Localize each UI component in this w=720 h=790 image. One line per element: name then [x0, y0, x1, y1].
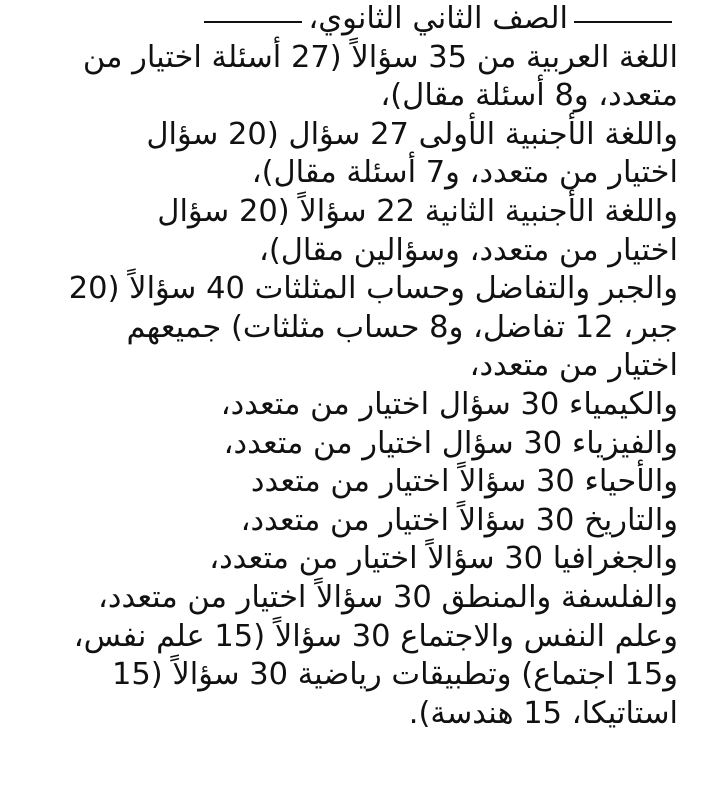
grade-heading-text: الصف الثاني الثانوي، — [308, 1, 568, 36]
text-line-7: والجبر والتفاضل وحساب المثلثات 40 سؤالاً (20 — [68, 271, 678, 307]
text-line-18: استاتيكا، 15 هندسة). — [408, 695, 678, 731]
text-line-6: اختيار من متعدد، وسؤالين مقال)، — [259, 232, 678, 268]
text-line-13: والتاريخ 30 سؤالاً اختيار من متعدد، — [240, 502, 678, 538]
text-line-9: اختيار من متعدد، — [469, 348, 678, 384]
heading-rule-right — [574, 21, 672, 23]
text-line-10: والكيمياء 30 سؤال اختيار من متعدد، — [220, 386, 678, 422]
text-line-4: اختيار من متعدد، و7 أسئلة مقال)، — [251, 155, 678, 191]
text-line-15: والفلسفة والمنطق 30 سؤالاً اختيار من متعدد، — [98, 579, 678, 615]
text-line-1: اللغة العربية من 35 سؤالاً (27 أسئلة اختيار من — [82, 39, 678, 75]
text-line-2: متعدد، و8 أسئلة مقال)، — [380, 78, 678, 114]
grade-heading — [38, 0, 678, 39]
text-line-3: واللغة الأجنبية الأولى 27 سؤال (20 سؤال — [146, 116, 678, 152]
article-text — [38, 0, 678, 733]
text-line-12: والأحياء 30 سؤالاً اختيار من متعدد — [250, 464, 678, 500]
text-line-17: و15 اجتماع) وتطبيقات رياضية 30 سؤالاً (15 — [111, 657, 678, 693]
heading-rule-left — [204, 21, 302, 23]
text-line-11: والفيزياء 30 سؤال اختيار من متعدد، — [223, 425, 678, 461]
text-line-8: جبر، 12 تفاضل، و8 حساب مثلثات) جميعهم — [126, 309, 678, 345]
text-line-5: واللغة الأجنبية الثانية 22 سؤالاً (20 سؤال — [157, 193, 678, 229]
text-line-16: وعلم النفس والاجتماع 30 سؤالاً (15 علم نفس، — [73, 618, 678, 654]
text-line-14: والجغرافيا 30 سؤالاً اختيار من متعدد، — [209, 541, 678, 577]
